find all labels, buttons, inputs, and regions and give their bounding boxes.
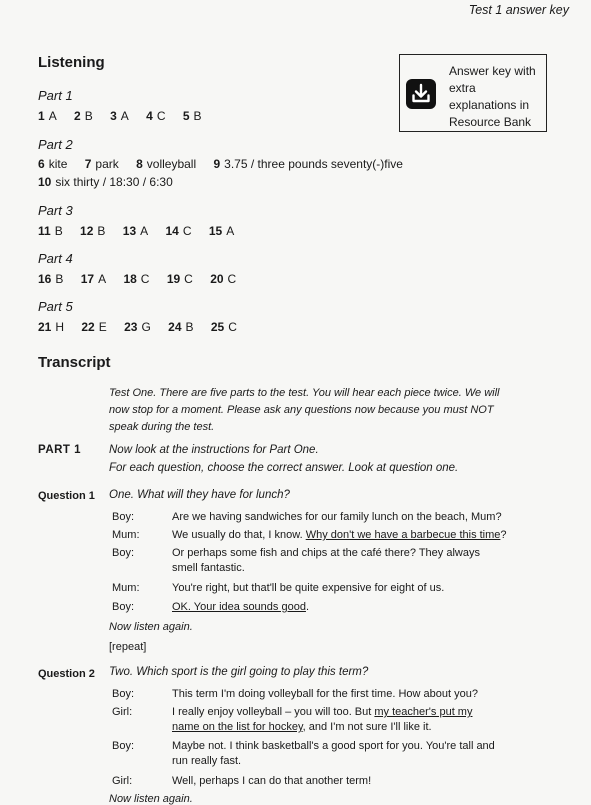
speaker-label: Mum: <box>112 582 140 594</box>
part-1-answers <box>38 109 216 123</box>
listening-heading: Listening <box>38 54 105 71</box>
dialogue-line: Are we having sandwiches for our family lunch on the beach, Mum? <box>172 511 502 523</box>
repeat-note: [repeat] <box>109 641 147 653</box>
answer-item: 10 six thirty / 18:30 / 6:30 <box>38 175 173 189</box>
part-3-answers <box>38 224 248 238</box>
answer-item: 9 3.75 / three pounds seventy(-)five <box>213 157 403 171</box>
answer-item: 7 park <box>84 157 119 171</box>
answer-item: 3 A <box>110 109 129 123</box>
part-4-heading: Part 4 <box>38 251 73 266</box>
part-5-answers <box>38 320 251 334</box>
answer-item: 12 B <box>80 224 106 238</box>
part-2-heading: Part 2 <box>38 137 73 152</box>
answer-item: 14 C <box>165 224 192 238</box>
answer-item: 13 A <box>122 224 149 238</box>
answer-item: 21 H <box>38 320 65 334</box>
dialogue-line: Well, perhaps I can do that another term! <box>172 775 372 787</box>
answer-item: 6 kite <box>38 157 68 171</box>
question-2-prompt: Two. Which sport is the girl going to play this term? <box>109 666 369 678</box>
dialogue-line: OK. Your idea sounds good. <box>172 601 310 613</box>
answer-item: 19 C <box>166 272 193 286</box>
answer-key-callout-text: Answer key with extra explanations in Resource Bank <box>449 64 536 129</box>
part-5-heading: Part 5 <box>38 299 73 314</box>
part-2-answers-line-2 <box>38 175 187 189</box>
answer-item: 18 C <box>123 272 150 286</box>
part-1-instruction-2: For each question, choose the correct answer. Look at question one. <box>109 462 459 474</box>
dialogue-line: This term I'm doing volleyball for the first time. How about you? <box>172 688 478 700</box>
dialogue-line: You're right, but that'll be quite expensive for eight of us. <box>172 582 445 594</box>
answer-item: 2 B <box>74 109 93 123</box>
running-head: Test 1 answer key <box>468 3 569 17</box>
transcript-heading: Transcript <box>38 354 111 371</box>
part-2-answers <box>38 157 417 171</box>
question-1-prompt: One. What will they have for lunch? <box>109 489 290 501</box>
speaker-label: Boy: <box>112 601 135 613</box>
listen-again-note: Now listen again. <box>109 621 193 633</box>
speaker-label: Girl: <box>112 706 133 718</box>
transcript-intro: Test One. There are five parts to the test. You will hear each piece twice. We will now stop for a moment. Please ask any questions now because you must NOT speak during the test. <box>109 387 500 433</box>
speaker-label: Boy: <box>112 511 135 523</box>
answer-item: 4 C <box>146 109 166 123</box>
answer-item: 11 B <box>38 224 63 238</box>
answer-key-callout <box>399 54 547 132</box>
answer-item: 25 C <box>210 320 237 334</box>
part-4-answers <box>38 272 250 286</box>
dialogue-line: I really enjoy volleyball – you will too. But my teacher's put my name on the list for hockey, and I'm not sure I'll like it. <box>172 706 473 733</box>
answer-item: 15 A <box>208 224 235 238</box>
part-1-heading: Part 1 <box>38 88 73 103</box>
download-icon <box>406 79 436 109</box>
answer-item: 17 A <box>80 272 107 286</box>
answer-item: 23 G <box>124 320 151 334</box>
question-2-label: Question 2 <box>38 668 95 680</box>
part-3-heading: Part 3 <box>38 203 73 218</box>
dialogue-line: We usually do that, I know. Why don't we have a barbecue this time? <box>172 529 507 541</box>
answer-item: 24 B <box>168 320 194 334</box>
answer-item: 1 A <box>38 109 57 123</box>
speaker-label: Boy: <box>112 740 135 752</box>
part-1-instruction: Now look at the instructions for Part One. <box>109 444 319 456</box>
answer-item: 22 E <box>81 320 107 334</box>
dialogue-line: Or perhaps some fish and chips at the café there? They always smell fantastic. <box>172 547 480 574</box>
question-1-label: Question 1 <box>38 490 95 502</box>
part-1-label: PART 1 <box>38 444 82 456</box>
speaker-label: Boy: <box>112 688 135 700</box>
answer-item: 5 B <box>182 109 202 123</box>
answer-item: 8 volleyball <box>136 157 197 171</box>
answer-item: 16 B <box>38 272 64 286</box>
speaker-label: Girl: <box>112 775 133 787</box>
speaker-label: Boy: <box>112 547 135 559</box>
dialogue-line: Maybe not. I think basketball's a good sport for you. You're tall and run really fast. <box>172 740 495 767</box>
listen-again-note: Now listen again. <box>109 793 193 805</box>
answer-item: 20 C <box>210 272 237 286</box>
speaker-label: Mum: <box>112 529 140 541</box>
